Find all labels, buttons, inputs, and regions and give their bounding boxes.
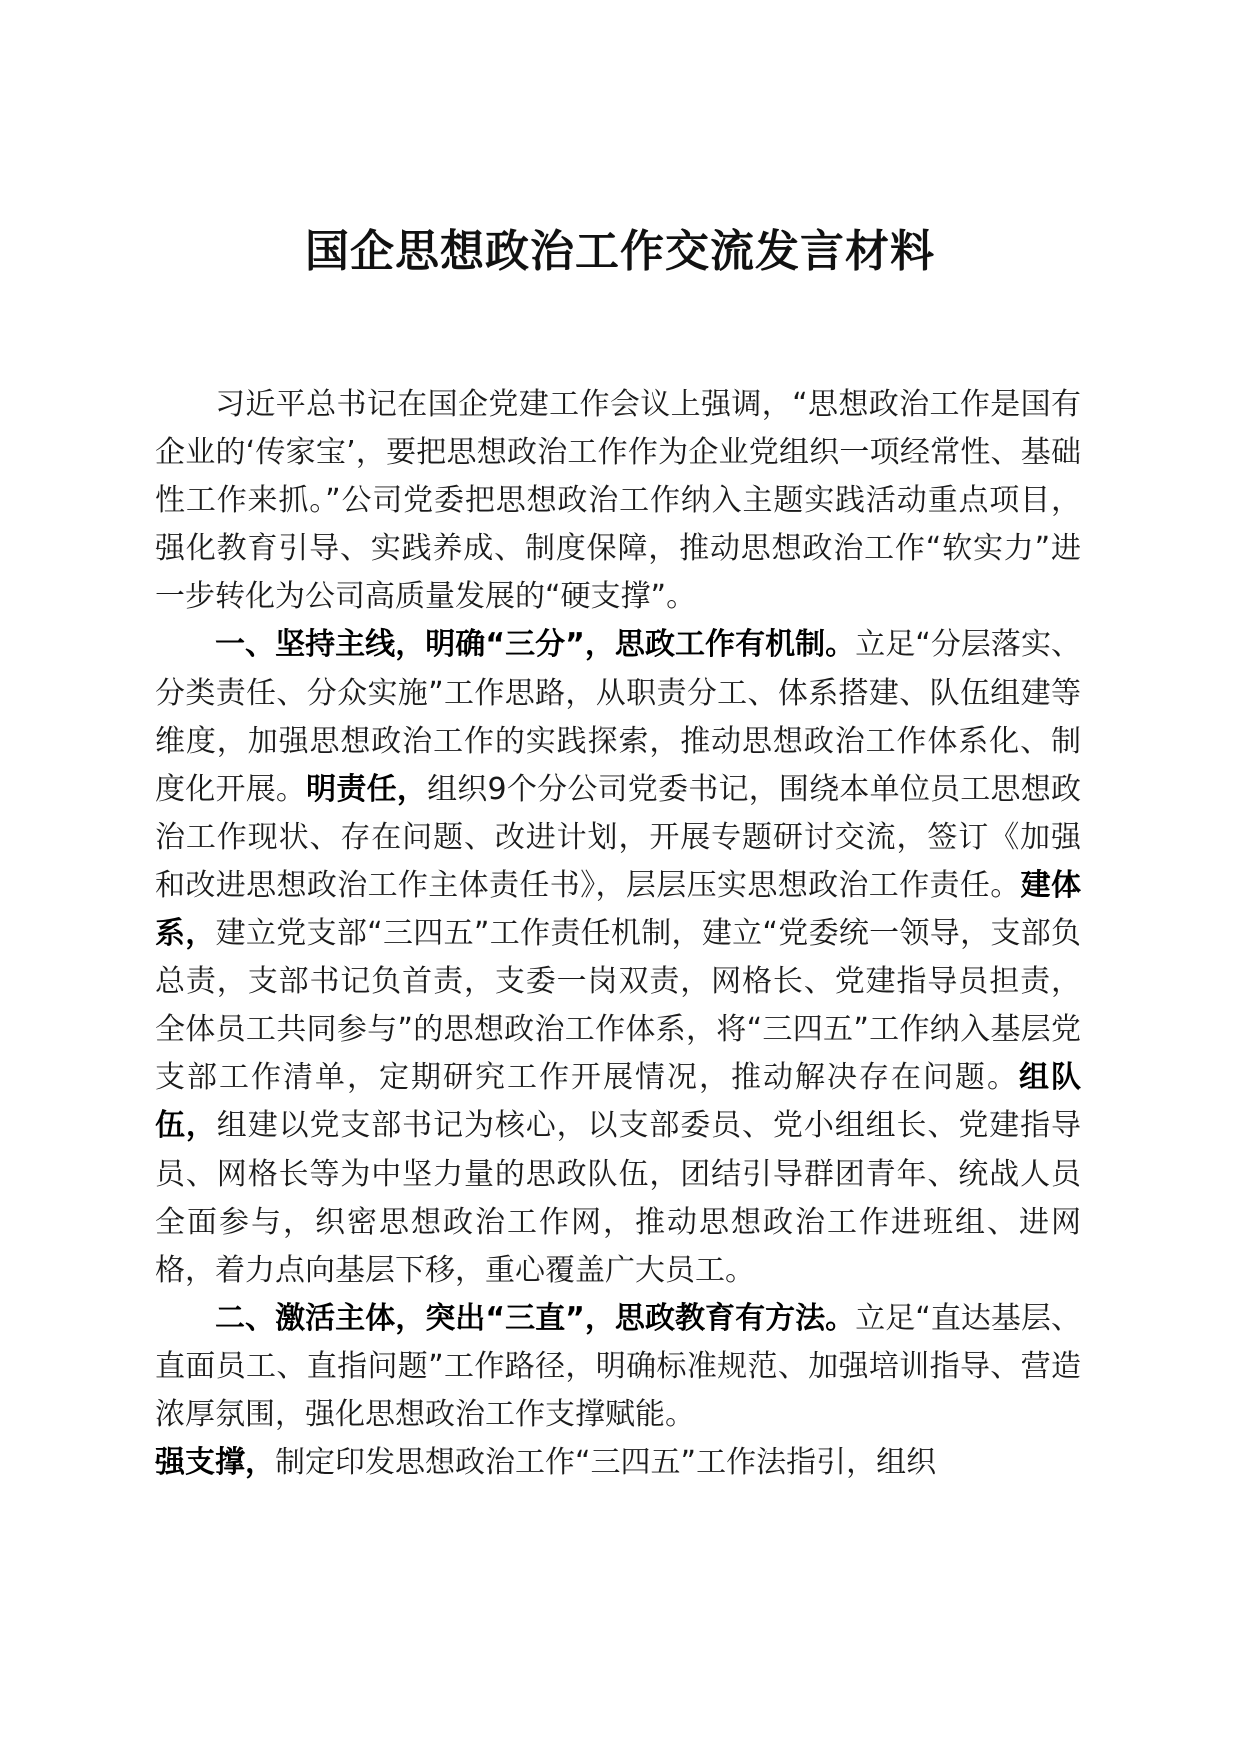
section-1-paragraph: [155, 621, 1081, 1294]
point-text-jian-tixi: 建立党支部“三四五”工作责任机制，建立“党委统一领导，支部负总责，支部书记负首责，支委一岗双责，网格长、党建指导员担责，全体员工共同参与”的思想政治工作体系，将“三四五”工作纳入基层党支部工作清单，定期研究工作开展情况，推动解决存在问题。: [155, 916, 1082, 1096]
point-label-ming-zeren: 明责任，: [306, 771, 428, 807]
section-1-lead: 立足“分层落实、分类责任、分众实施”工作思路，从职责分工、体系搭建、队伍组建等维度，加强思想政治工作的实践探索，推动思想政治工作体系化、制度化开展。: [155, 627, 1082, 807]
point-text-ming-zeren: 组织9个分公司党委书记，围绕本单位员工思想政治工作现状、存在问题、改进计划，开展专题研讨交流，签订《加强和改进思想政治工作主体责任书》，层层压实思想政治工作责任。: [155, 771, 1081, 903]
section-2-heading: 二、激活主体，突出“三直”，思政教育有方法。: [215, 1300, 856, 1336]
intro-paragraph: 习近平总书记在国企党建工作会议上强调，“思想政治工作是国有企业的‘传家宝’，要把思想政治工作作为企业党组织一项经常性、基础性工作来抓。”公司党委把思想政治工作纳入主题实践活动重点项目，强化教育引导、实践养成、制度保障，推动思想政治工作“软实力”进一步转化为公司高质量发展的“硬支撑”。: [155, 387, 1081, 615]
section-1-heading: 一、坚持主线，明确“三分”，思政工作有机制。: [215, 627, 856, 663]
point-label-zu-duiwu: 组队伍，: [155, 1060, 1081, 1144]
document-title: 国企思想政治工作交流发言材料: [305, 226, 935, 277]
point-label-qiang-zhicheng: 强支撑，: [155, 1445, 275, 1481]
point-label-jian-tixi: 建体系，: [155, 867, 1082, 952]
section-2-paragraph: [155, 1295, 1081, 1487]
document-body: [155, 381, 1081, 1487]
point-text-qiang-zhicheng: 制定印发思想政治工作“三四五”工作法指引，组织: [275, 1445, 937, 1481]
section-2-lead: 立足“直达基层、直面员工、直指问题”工作路径，明确标准规范、加强培训指导、营造浓厚氛围，强化思想政治工作支撑赋能。: [155, 1300, 1082, 1432]
point-text-zu-duiwu: 组建以党支部书记为核心，以支部委员、党小组组长、党建指导员、网格长等为中坚力量的思政队伍，团结引导群团青年、统战人员全面参与，织密思想政治工作网，推动思想政治工作进班组、进网格，着力点向基层下移，重心覆盖广大员工。: [155, 1108, 1082, 1288]
